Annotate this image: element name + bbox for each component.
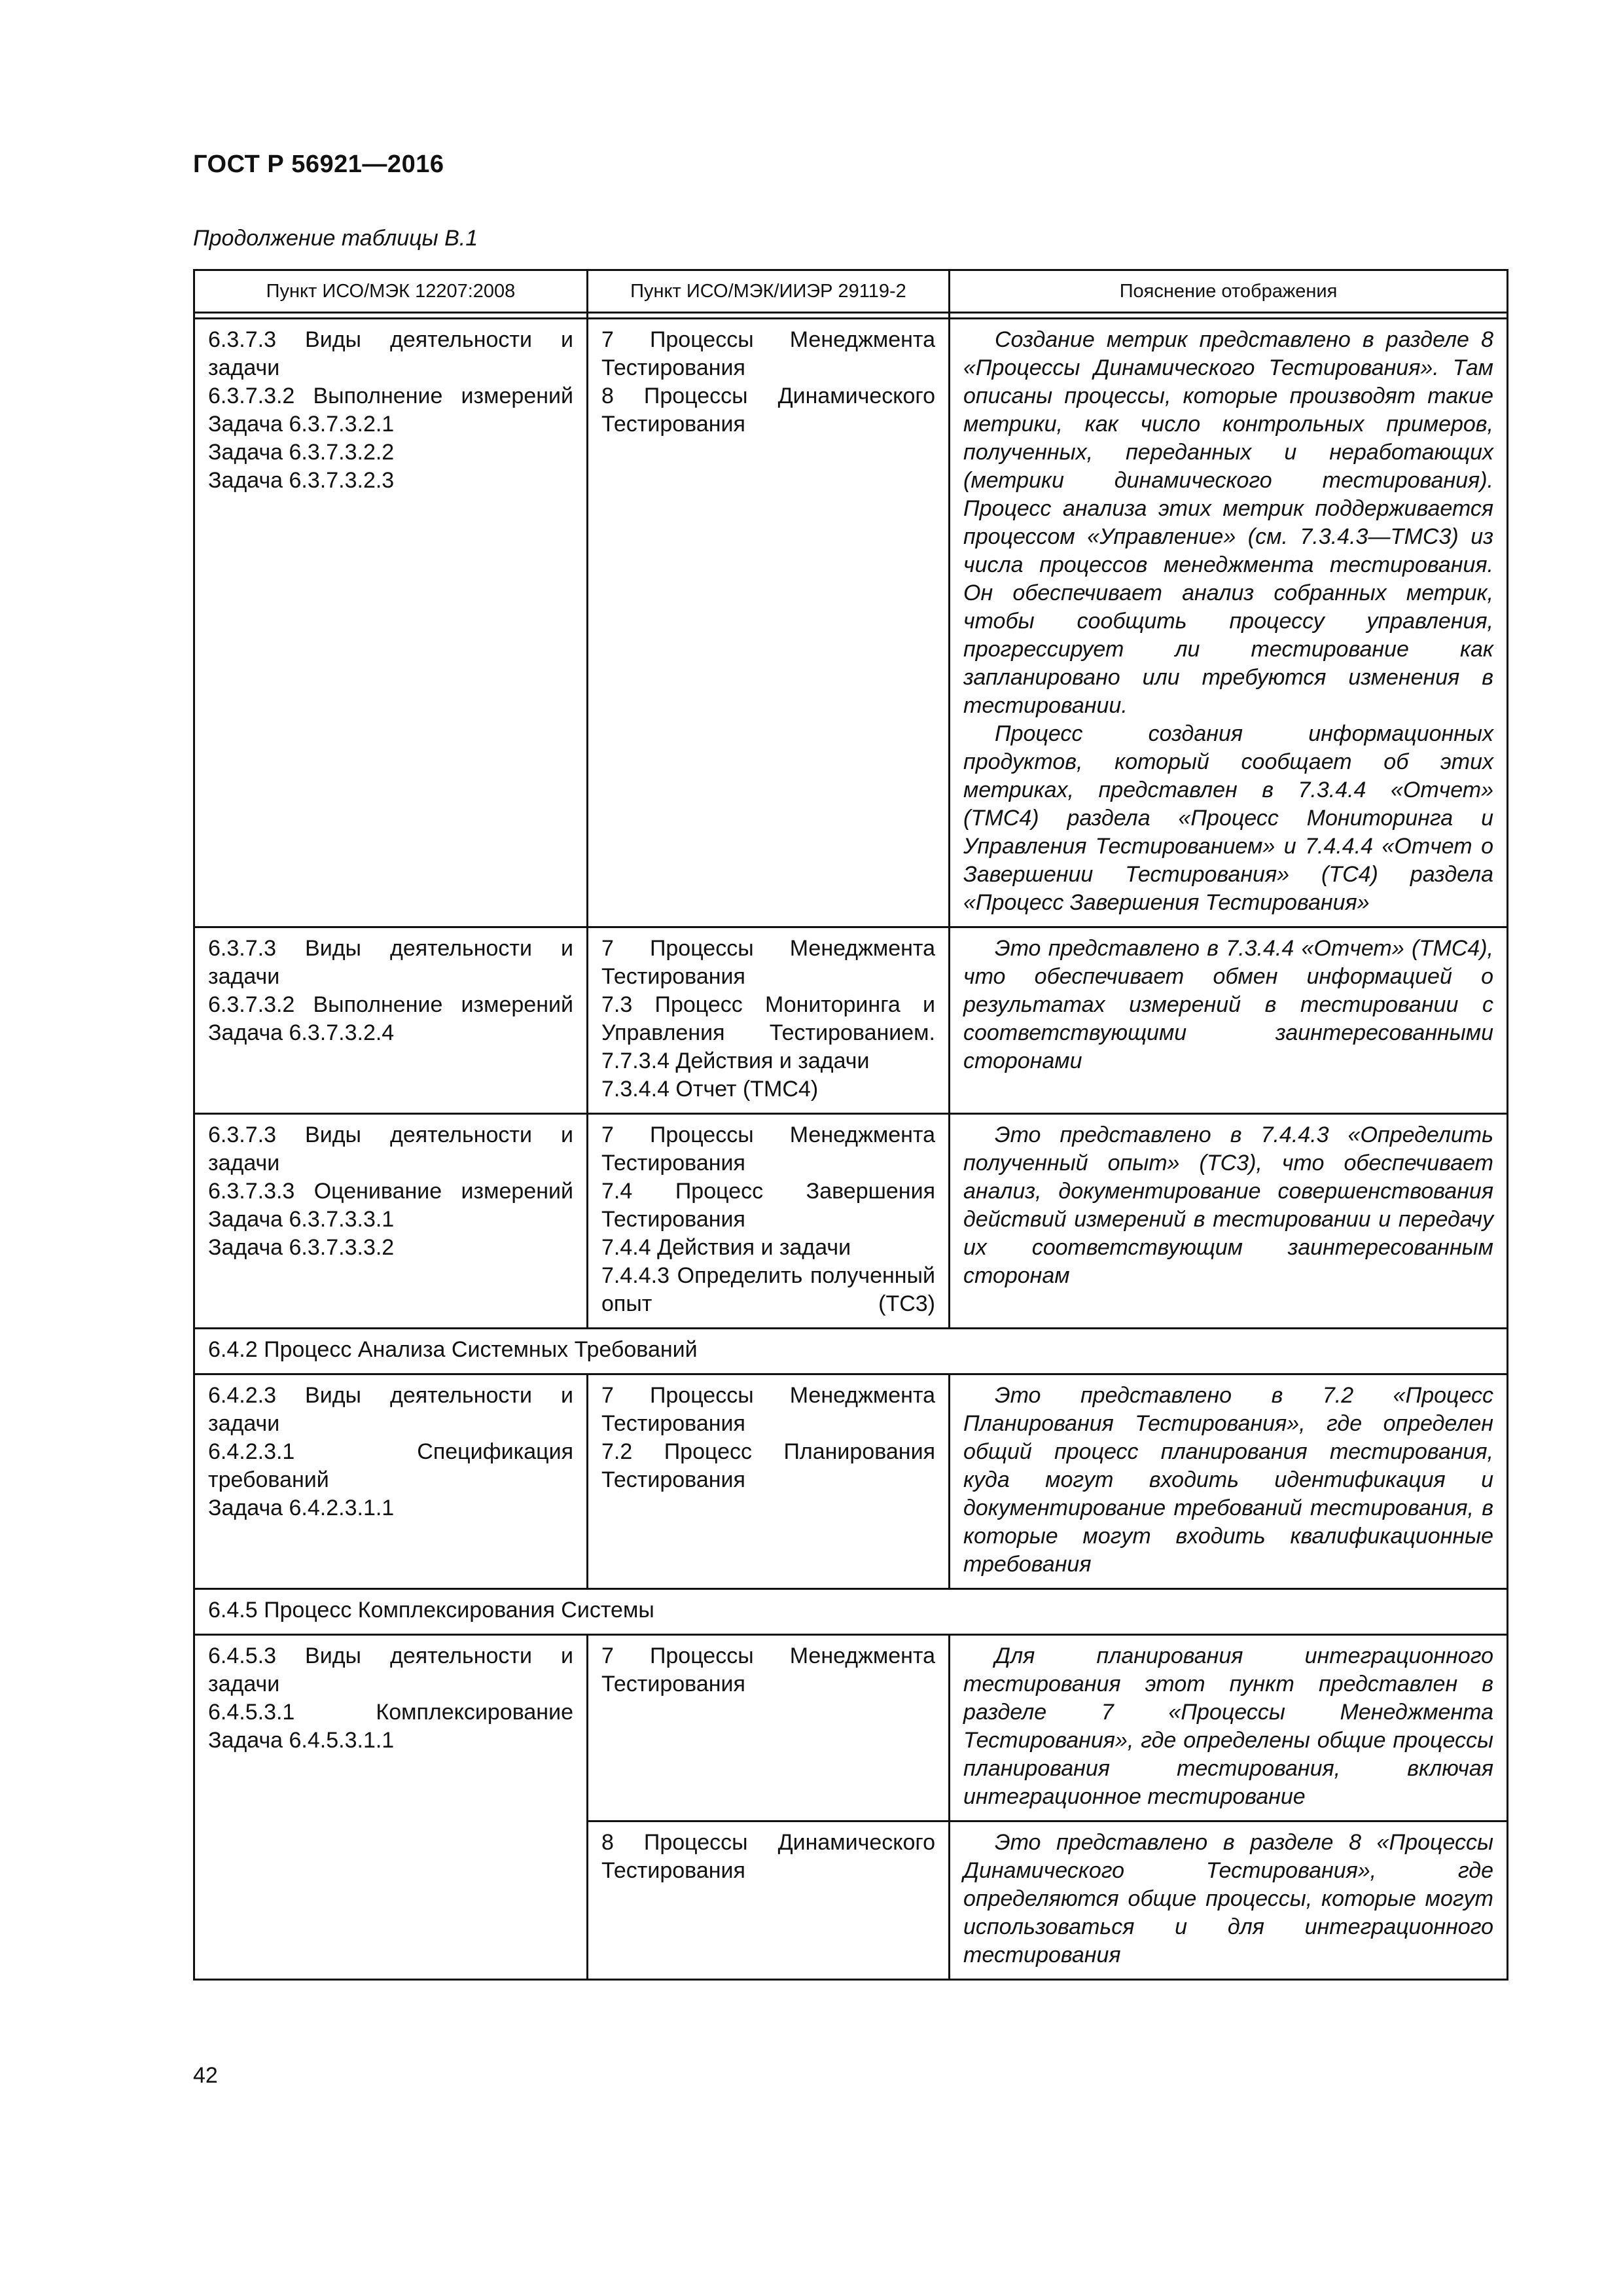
- cell-iso29119: [588, 1821, 950, 1980]
- explanation-paragraph: Процесс создания информационных продуктов, который сообщает об этих метриках, представлен в 7.3.4.4 «Отчет» (ТМС4) раздела «Процесс Мониторинга и Управления Тестированием» и 7.4.4.4 «Отчет о Завершении Тестирования» (ТС4) раздела «Процесс Завершения Тестирования»: [963, 721, 1493, 915]
- table-caption: Продолжение таблицы В.1: [193, 226, 478, 251]
- cell-explanation: [950, 1114, 1508, 1329]
- cell-iso29119: [588, 1114, 950, 1329]
- cell-line: 7.3.4.4 Отчет (ТМС4): [601, 1077, 819, 1102]
- table-row: [194, 1114, 1508, 1329]
- explanation-paragraph: Это представлено в 7.2 «Процесс Планирования Тестирования», где определен общий процесс планирования тестирования, куда могут входить идентификация и документирование требований тестирования, в которые могут входить квалификационные требования: [963, 1383, 1493, 1577]
- cell-line: 6.3.7.3.2 Выполнение измерений: [208, 992, 573, 1017]
- section-title-642: 6.4.2 Процесс Анализа Системных Требований: [194, 1329, 1508, 1374]
- explanation-paragraph: Это представлено в 7.4.4.3 «Определить полученный опыт» (ТС3), что обеспечивает анализ, документирование совершенствования действий измерений в тестировании и передачу их соответствующим заинтересованным сторонам: [963, 1122, 1493, 1288]
- cell-explanation: [950, 927, 1508, 1114]
- cell-line: 7.4.4 Действия и задачи: [601, 1235, 851, 1260]
- cell-iso12207: [194, 1374, 588, 1589]
- cell-line: 6.4.5.3 Виды деятельности и задачи: [208, 1643, 573, 1696]
- cell-line: 7.2 Процесс Планирования Тестирования: [601, 1439, 935, 1492]
- cell-line: 6.3.7.3.3 Оценивание измерений: [208, 1179, 573, 1204]
- cell-iso29119: [588, 1374, 950, 1589]
- cell-line: Задача 6.3.7.3.3.1: [208, 1207, 395, 1232]
- explanation-paragraph: Это представлено в разделе 8 «Процессы Динамического Тестирования», где определяются общие процессы, которые могут использоваться и для интеграционного тестирования: [963, 1830, 1493, 1967]
- explanation-paragraph: Это представлено в 7.3.4.4 «Отчет» (ТМС4), что обеспечивает обмен информацией о результатах измерений в тестировании с соответствующими заинтересованными сторонами: [963, 936, 1493, 1073]
- cell-iso12207: [194, 927, 588, 1114]
- cell-explanation: [950, 1374, 1508, 1589]
- cell-line: 6.3.7.3 Виды деятельности и задачи: [208, 327, 573, 380]
- cell-line: 6.4.2.3 Виды деятельности и задачи: [208, 1383, 573, 1436]
- table-row: [194, 1635, 1508, 1821]
- cell-line: Задача 6.3.7.3.2.2: [208, 440, 395, 465]
- document-id: ГОСТ Р 56921—2016: [193, 151, 444, 178]
- cell-line: Задача 6.3.7.3.2.4: [208, 1020, 395, 1045]
- cell-explanation: [950, 319, 1508, 927]
- cell-iso29119: [588, 927, 950, 1114]
- mapping-table: [193, 269, 1508, 1981]
- cell-line: 7 Процессы Менеджмента Тестирования: [601, 327, 935, 380]
- cell-line: Задача 6.3.7.3.3.2: [208, 1235, 395, 1260]
- cell-line: Задача 6.4.5.3.1.1: [208, 1728, 395, 1753]
- cell-explanation: [950, 1821, 1508, 1980]
- section-row: [194, 1329, 1508, 1374]
- cell-iso12207: [194, 319, 588, 927]
- cell-line: 7 Процессы Менеджмента Тестирования: [601, 1122, 935, 1175]
- cell-line: 6.3.7.3 Виды деятельности и задачи: [208, 936, 573, 989]
- cell-line: 8 Процессы Динамического Тестирования: [601, 384, 935, 437]
- cell-line: 7 Процессы Менеджмента Тестирования: [601, 1643, 935, 1696]
- cell-line: 6.3.7.3.2 Выполнение измерений: [208, 384, 573, 408]
- table-header-row: [194, 270, 1508, 313]
- cell-line: 7.7.3.4 Действия и задачи: [601, 1049, 870, 1073]
- header-double-rule: [194, 313, 1508, 319]
- table-row: [194, 319, 1508, 927]
- column-header-explanation: Пояснение отображения: [950, 270, 1508, 313]
- cell-line: 6.4.2.3.1 Спецификация требований: [208, 1439, 573, 1492]
- cell-iso29119: [588, 1635, 950, 1821]
- cell-line: 6.4.5.3.1 Комплексирование: [208, 1700, 573, 1725]
- table-row: [194, 927, 1508, 1114]
- explanation-paragraph: Создание метрик представлено в разделе 8 «Процессы Динамического Тестирования». Там описаны процессы, которые производят такие метрики, как число контрольных примеров, полученных, переданных и неработающих (метрики динамического тестирования). Процесс анализа этих метрик поддерживается процессом «Управление» (см. 7.3.4.3—ТМС3) из числа процессов менеджмента тестирования. Он обеспечивает анализ собранных метрик, чтобы сообщить процессу управления, прогрессирует ли тестирование как запланировано или требуются изменения в тестировании.: [963, 327, 1493, 718]
- cell-line: 8 Процессы Динамического Тестирования: [601, 1830, 935, 1883]
- table-row: [194, 1374, 1508, 1589]
- cell-line: 7 Процессы Менеджмента Тестирования: [601, 936, 935, 989]
- header-rule-cell: [194, 313, 588, 319]
- header-rule-cell: [588, 313, 950, 319]
- cell-iso12207: [194, 1635, 588, 1980]
- section-row: [194, 1589, 1508, 1635]
- cell-iso12207: [194, 1114, 588, 1329]
- cell-line: Задача 6.4.2.3.1.1: [208, 1496, 395, 1520]
- cell-line: 7 Процессы Менеджмента Тестирования: [601, 1383, 935, 1436]
- cell-line: 7.4 Процесс Завершения Тестирования: [601, 1179, 935, 1232]
- cell-line: Задача 6.3.7.3.2.3: [208, 468, 395, 493]
- cell-line: Задача 6.3.7.3.2.1: [208, 412, 395, 437]
- column-header-iso12207: Пункт ИСО/МЭК 12207:2008: [194, 270, 588, 313]
- cell-line: 6.3.7.3 Виды деятельности и задачи: [208, 1122, 573, 1175]
- header-rule-cell: [950, 313, 1508, 319]
- page-number: 42: [193, 2063, 218, 2088]
- section-title-645: 6.4.5 Процесс Комплексирования Системы: [194, 1589, 1508, 1635]
- column-header-iso29119: Пункт ИСО/МЭК/ИИЭР 29119-2: [588, 270, 950, 313]
- cell-explanation: [950, 1635, 1508, 1821]
- cell-iso29119: [588, 319, 950, 927]
- explanation-paragraph: Для планирования интеграционного тестирования этот пункт представлен в разделе 7 «Процессы Менеджмента Тестирования», где определены общие процессы планирования тестирования, включая интеграционное тестирование: [963, 1643, 1493, 1809]
- cell-line: 7.4.4.3 Определить полученный опыт (ТС3): [601, 1263, 935, 1316]
- cell-line: 7.3 Процесс Мониторинга и Управления Тестированием.: [601, 992, 935, 1045]
